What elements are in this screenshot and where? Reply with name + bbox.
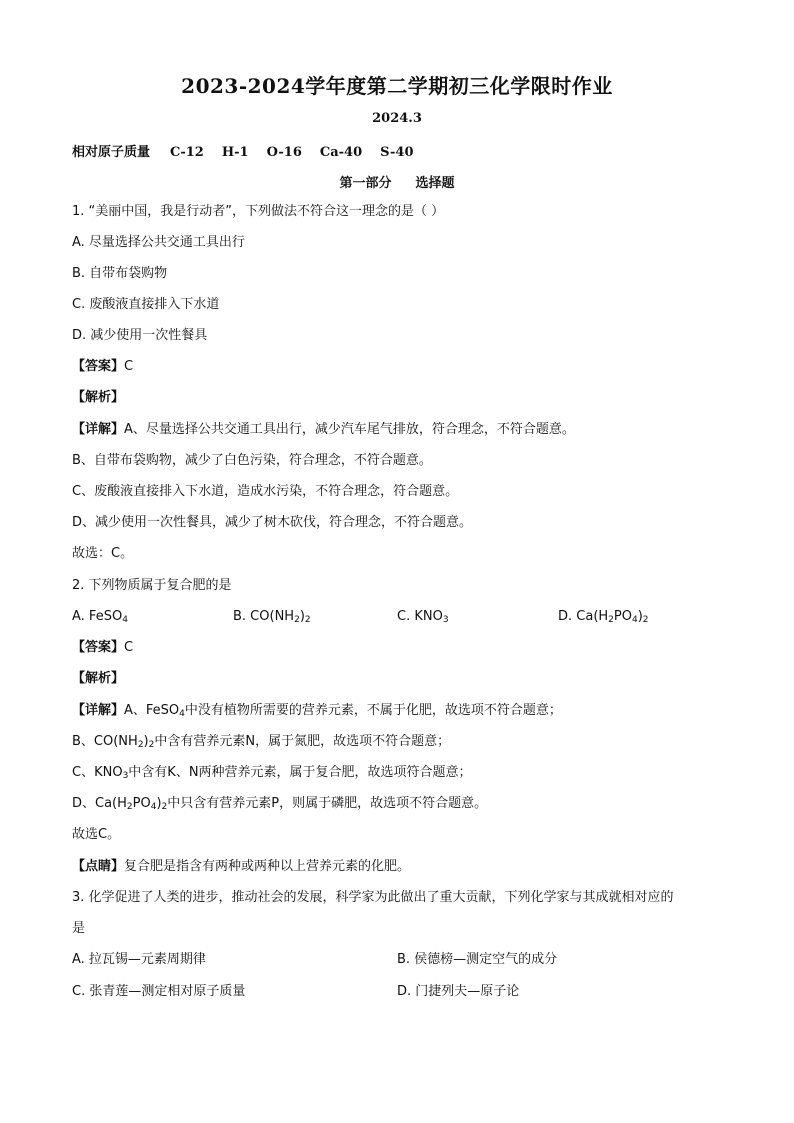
q2-answer [72,639,133,657]
atomic-mass-label: 相对原子质量 [72,145,151,160]
exam-date: 2024.3 [372,111,422,126]
q3-option-d: D. 门捷列夫—原子论 [397,984,520,999]
q2-analysis [72,670,124,688]
atomic-mass-o: O-16 [266,145,302,160]
q2-option-d: D. $Ca(H_2PO_4)_2$ [558,609,649,625]
q1-detail-a [72,421,575,439]
q3-option-a: A. 拉瓦锡—元素周期律 [72,952,206,967]
q2-stem: 2. 下列物质属于复合肥的是 [72,578,232,593]
q1-conclusion: 故选：C。 [72,546,134,561]
q1-detail-c: C、废酸液直接排入下水道，造成水污染，不符合理念，符合题意。 [72,484,459,499]
q2-conclusion: 故选C。 [72,827,121,842]
section-heading [0,172,794,191]
q1-answer-value: C [124,359,134,374]
q1-option-b: B. 自带布袋购物 [72,266,168,281]
q3-option-c: C. 张青莲—测定相对原子质量 [72,984,246,999]
atomic-mass-h: H-1 [221,145,249,160]
q2-detail-b: B、$CO(NH_2)_2$中含有营养元素N，属于氮肥，故选项不符合题意； [72,734,451,750]
page-title: 2023-2024学年度第二学期初三化学限时作业 [181,74,613,98]
q2-detail-tag: 【详解】 [72,703,125,718]
q2-option-a: A. FeSO$_4$ [72,609,128,625]
q3-stem-line1: 3. 化学促进了人类的进步，推动社会的发展，科学家为此做出了重大贡献，下列化学家与其成就相对应的 [72,890,674,905]
q1-analysis [72,389,124,407]
q2-answer-value: C [124,640,134,655]
q2-detail-a: 【详解】A、FeSO$_4$中没有植物所需要的营养元素，不属于化肥，故选项不符合题意； [72,703,562,719]
atomic-mass-line [72,141,414,160]
q1-answer [72,358,133,376]
q2-detail-d: D、$Ca(H_2PO_4)_2$中只含有营养元素P，则属于磷肥，故选项不符合题意。 [72,796,488,812]
q1-option-c: C. 废酸液直接排入下水道 [72,297,220,312]
atomic-mass-ca: Ca-40 [319,145,363,160]
q1-detail-b: B、自带布袋购物，减少了白色污染，符合理念，不符合题意。 [72,453,432,468]
q1-stem: 1. “美丽中国，我是行动者”，下列做法不符合这一理念的是（ ） [72,204,445,219]
q1-detail-a-text: A、尽量选择公共交通工具出行，减少汽车尾气排放，符合理念，不符合题意。 [124,422,575,437]
q3-option-b: B. 侯德榜—测定空气的成分 [397,952,558,967]
q1-detail-d: D、减少使用一次性餐具，减少了树木砍伐，符合理念，不符合题意。 [72,515,473,530]
q1-option-a: A. 尽量选择公共交通工具出行 [72,235,245,250]
q2-analysis-tag: 【解析】 [72,671,125,686]
section-part: 第一部分 [339,176,392,191]
section-name: 选择题 [415,176,455,191]
q1-option-d: D. 减少使用一次性餐具 [72,328,208,343]
q2-answer-tag: 【答案】 [72,640,125,655]
atomic-mass-s: S-40 [380,145,414,160]
q1-answer-tag: 【答案】 [72,359,125,374]
q2-point: 【点睛】复合肥是指含有两种或两种以上营养元素的化肥。 [72,859,411,874]
atomic-mass-c: C-12 [170,145,204,160]
q1-analysis-tag: 【解析】 [72,390,125,405]
q3-stem-line2: 是 [72,921,86,936]
q2-point-tag: 【点睛】 [72,859,125,874]
q2-detail-c: C、$KNO_3$中含有K、N两种营养元素，属于复合肥，故选项符合题意； [72,765,472,781]
q2-option-c: C. $KNO_3$ [397,609,449,625]
q1-detail-tag: 【详解】 [72,422,125,437]
q2-option-b: B. $CO(NH_2)_2$ [233,609,311,625]
